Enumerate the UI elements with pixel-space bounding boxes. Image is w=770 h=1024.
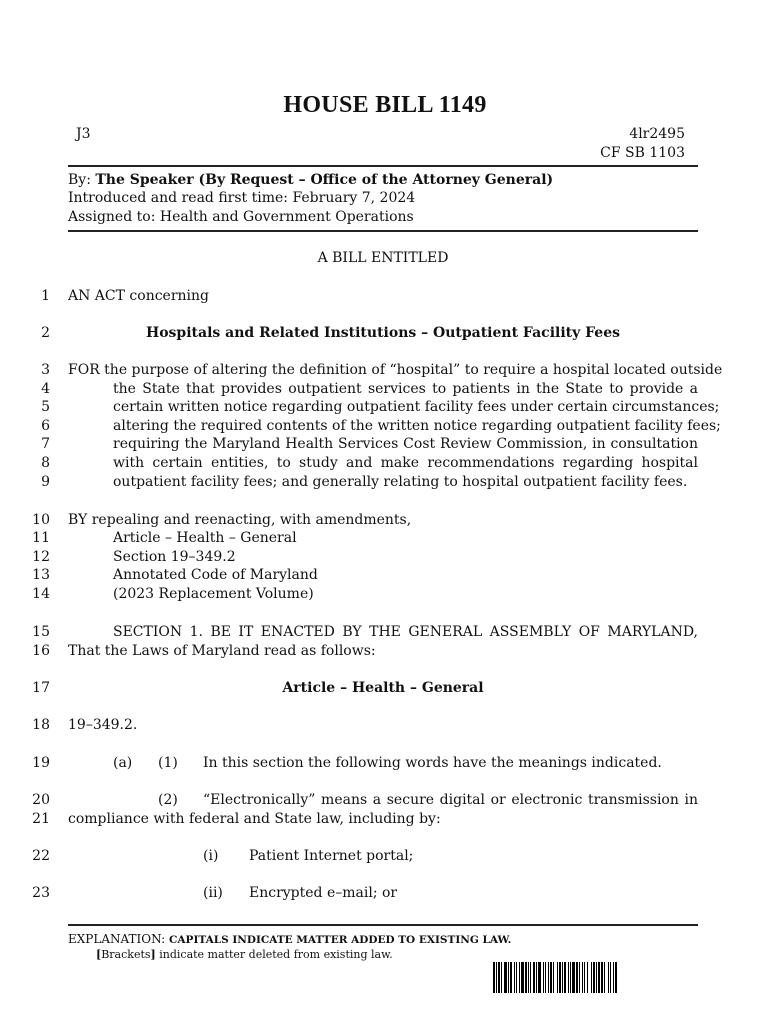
line-number: 22 — [32, 848, 50, 864]
act-concerning: AN ACT concerning — [68, 288, 209, 304]
assigned-line: Assigned to: Health and Government Operations — [68, 209, 414, 225]
footer-rule — [68, 924, 698, 926]
barcode-icon — [493, 962, 679, 993]
purpose-line: outpatient facility fees; and generally relating to hospital outpatient facility fees. — [113, 474, 688, 490]
item-label: (ii) — [203, 885, 223, 901]
enacting-clause-cont: That the Laws of Maryland read as follows: — [68, 643, 376, 659]
brackets-line — [96, 948, 393, 961]
line-number: 9 — [41, 474, 50, 490]
line-number: 21 — [32, 811, 50, 827]
bracket-open: [ — [96, 948, 102, 961]
volume-reference: (2023 Replacement Volume) — [113, 586, 314, 602]
line-number: 2 — [41, 325, 50, 341]
bill-subject: Hospitals and Related Institutions – Outpatient Facility Fees — [145, 325, 620, 341]
definition-electronically: “Electronically” means a secure digital or electronic transmission in — [203, 792, 698, 808]
introduced-line: Introduced and read first time: February 7, 2024 — [68, 190, 416, 206]
item-patient-portal: Patient Internet portal; — [249, 848, 414, 864]
sponsor-prefix: By: — [68, 172, 91, 188]
line-number: 14 — [32, 586, 50, 602]
line-number: 23 — [32, 885, 50, 901]
line-number: 12 — [32, 549, 50, 565]
explanation-capitals: CAPITALS INDICATE MATTER ADDED TO EXISTING LAW. — [169, 934, 512, 946]
paragraph-label: (1) — [158, 755, 178, 771]
line-number: 8 — [41, 455, 50, 471]
purpose-line: altering the required contents of the written notice regarding outpatient facility fees; — [113, 418, 721, 434]
bill-cross-file: CF SB 1103 — [600, 145, 685, 161]
header-rule-bottom — [68, 230, 698, 232]
explanation-line — [68, 932, 511, 946]
item-label: (i) — [203, 848, 219, 864]
line-number: 18 — [32, 717, 50, 733]
line-number: 7 — [41, 436, 50, 452]
code-reference: Annotated Code of Maryland — [113, 567, 318, 583]
line-number: 13 — [32, 567, 50, 583]
section-number: 19–349.2. — [68, 717, 138, 733]
line-number: 15 — [32, 624, 50, 640]
paragraph-label: (2) — [158, 792, 178, 808]
line-number: 3 — [41, 362, 50, 378]
bracket-close: ] — [150, 948, 156, 961]
purpose-line: FOR the purpose of altering the definition of “hospital” to require a hospital located outside — [68, 362, 723, 378]
definition-electronically-cont: compliance with federal and State law, including by: — [68, 811, 441, 827]
item-encrypted-email: Encrypted e–mail; or — [249, 885, 398, 901]
line-number: 17 — [32, 680, 50, 696]
header-rule-top — [68, 165, 698, 167]
subsection-label: (a) — [113, 755, 133, 771]
enacting-clause: SECTION 1. BE IT ENACTED BY THE GENERAL ASSEMBLY OF MARYLAND, — [113, 624, 698, 640]
barcode-stripe — [617, 962, 619, 993]
line-number: 19 — [32, 755, 50, 771]
purpose-line: certain written notice regarding outpatient facility fees under certain circumstances; — [113, 399, 720, 415]
purpose-line: with certain entities, to study and make recommendations regarding hospital — [113, 455, 698, 471]
sponsor-line — [68, 172, 553, 188]
line-number: 16 — [32, 643, 50, 659]
explanation-prefix: EXPLANATION: — [68, 932, 166, 946]
line-number: 4 — [41, 381, 50, 397]
bill-title: HOUSE BILL 1149 — [283, 92, 487, 118]
article-heading: Article – Health – General — [282, 680, 484, 696]
article-reference: Article – Health – General — [113, 530, 297, 546]
section-reference: Section 19–349.2 — [113, 549, 236, 565]
line-number: 6 — [41, 418, 50, 434]
repeal-clause: BY repealing and reenacting, with amendments, — [68, 512, 412, 528]
sponsor-name: The Speaker (By Request – Office of the Attorney General) — [95, 172, 554, 188]
purpose-line: requiring the Maryland Health Services Cost Review Commission, in consultation — [113, 436, 698, 452]
line-number: 11 — [32, 530, 50, 546]
bill-entitled-heading: A BILL ENTITLED — [317, 250, 449, 266]
line-number: 10 — [32, 512, 50, 528]
line-number: 1 — [41, 288, 50, 304]
brackets-explanation: indicate matter deleted from existing law. — [159, 948, 393, 961]
brackets-word: Brackets — [101, 948, 151, 961]
bill-file-number: 4lr2495 — [629, 126, 685, 142]
purpose-line: the State that provides outpatient services to patients in the State to provide a — [113, 381, 698, 397]
definition-intro: In this section the following words have the meanings indicated. — [203, 755, 662, 771]
line-number: 5 — [41, 399, 50, 415]
line-number: 20 — [32, 792, 50, 808]
bill-code-left: J3 — [76, 126, 91, 142]
